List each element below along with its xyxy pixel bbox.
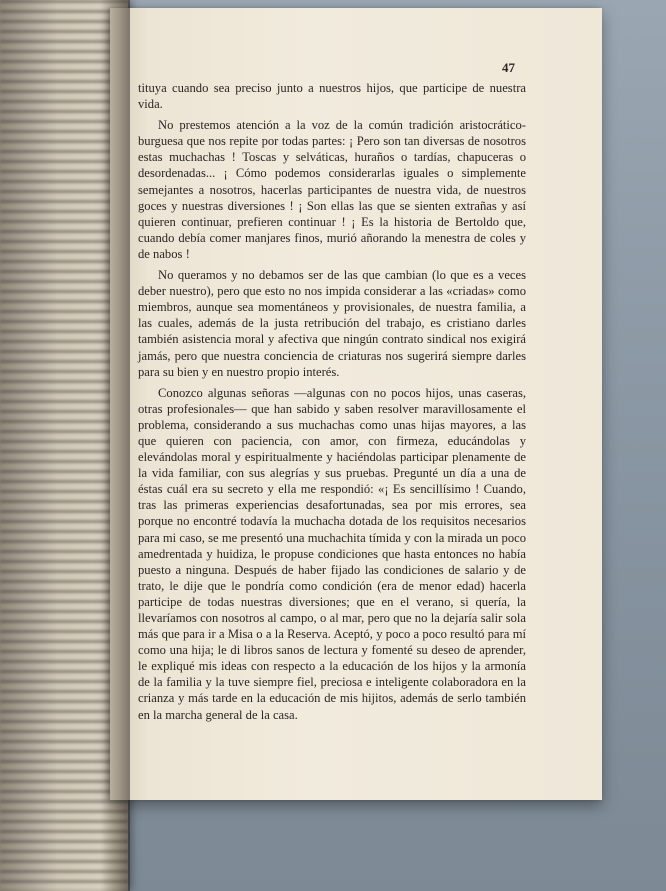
paragraph: No queramos y no debamos ser de las que cambian (lo que es a veces deber nuestro), pero que esto no nos impida considerar a las «criadas» como miembros, aunque sea momentáneos y provisionales, de nuestra familia, a las cuales, además de la justa retribución del trabajo, es cristiano darles también asistencia moral y afectiva que ningún contrato sindical nos exigirá jamás, pero que nuestra conciencia de criaturas nos sugerirá siempre darles para su bien y en nuestro propio interés. bbox=[138, 268, 526, 379]
page-text bbox=[138, 80, 526, 728]
page-number: 47 bbox=[502, 60, 515, 75]
paragraph: No prestemos atención a la voz de la común tradición aristocrático-burguesa que nos repite por todas partes: ¡ Pero son tan diversas de nosotros estas muchachas ! Toscas y selváticas, huraños o tardías, chapuceras o desordenadas... ¡ Cómo podemos considerarlas iguales o simplemente semejantes a nosotros, hacerlas participantes de nuestra vida, de nuestros goces y nuestras diversiones ! ¡ Son ellas las que se sienten extrañas y así quieren continuar, prefieren continuar ! ¡ Es la historia de Bertoldo que, cuando debía comer manjares finos, murió añorando la menestra de coles y de nabos ! bbox=[138, 118, 526, 261]
paragraph: Conozco algunas señoras —algunas con no pocos hijos, unas caseras, otras profesionales— que han sabido y saben resolver maravillosamente el problema, considerando a sus muchachas como unas hijas mayores, a las que quieren con paciencia, con amor, con firmeza, educándolas y elevándolas moral y espiritualmente y haciéndolas participar plenamente de la vida familiar, con sus alegrías y sus pruebas. Pregunté un día a una de éstas cuál era su secreto y ella me respondió: «¡ Es sencillísimo ! Cuando, tras las primeras experiencias desafortunadas, sea por mis errores, sea porque no encontré todavía la muchacha dotada de los requisitos necesarios para mi caso, se me presentó una muchachita tímida y con la mirada un poco amedrentada y huidiza, le propuse condiciones que hasta entonces no había puesto a ninguna. Después de haber fijado las condiciones de salario y de trato, le dije que le pondría como condición (era de menor edad) hacerla participe de todas nuestras diversiones; que en el verano, si quería, la llevaríamos con nosotros al campo, o al mar, pero que no la dejaría salir sola más que para ir a Misa o a la Reserva. Aceptó, y poco a poco resultó para mí como una hija; le di libros sanos de lectura y fomenté su deseo de aprender, le expliqué mis ideas con respecto a la educación de los hijos y la armonía de la familia y la tuve siempre fiel, preciosa e inteligente colaboradora en la crianza y más tarde en la educación de mis hijitos, además de serlo también en la marcha general de la casa. bbox=[138, 385, 526, 722]
gutter-shadow bbox=[100, 0, 130, 891]
paragraph: tituya cuando sea preciso junto a nuestros hijos, que participe de nuestra vida. bbox=[138, 81, 526, 112]
